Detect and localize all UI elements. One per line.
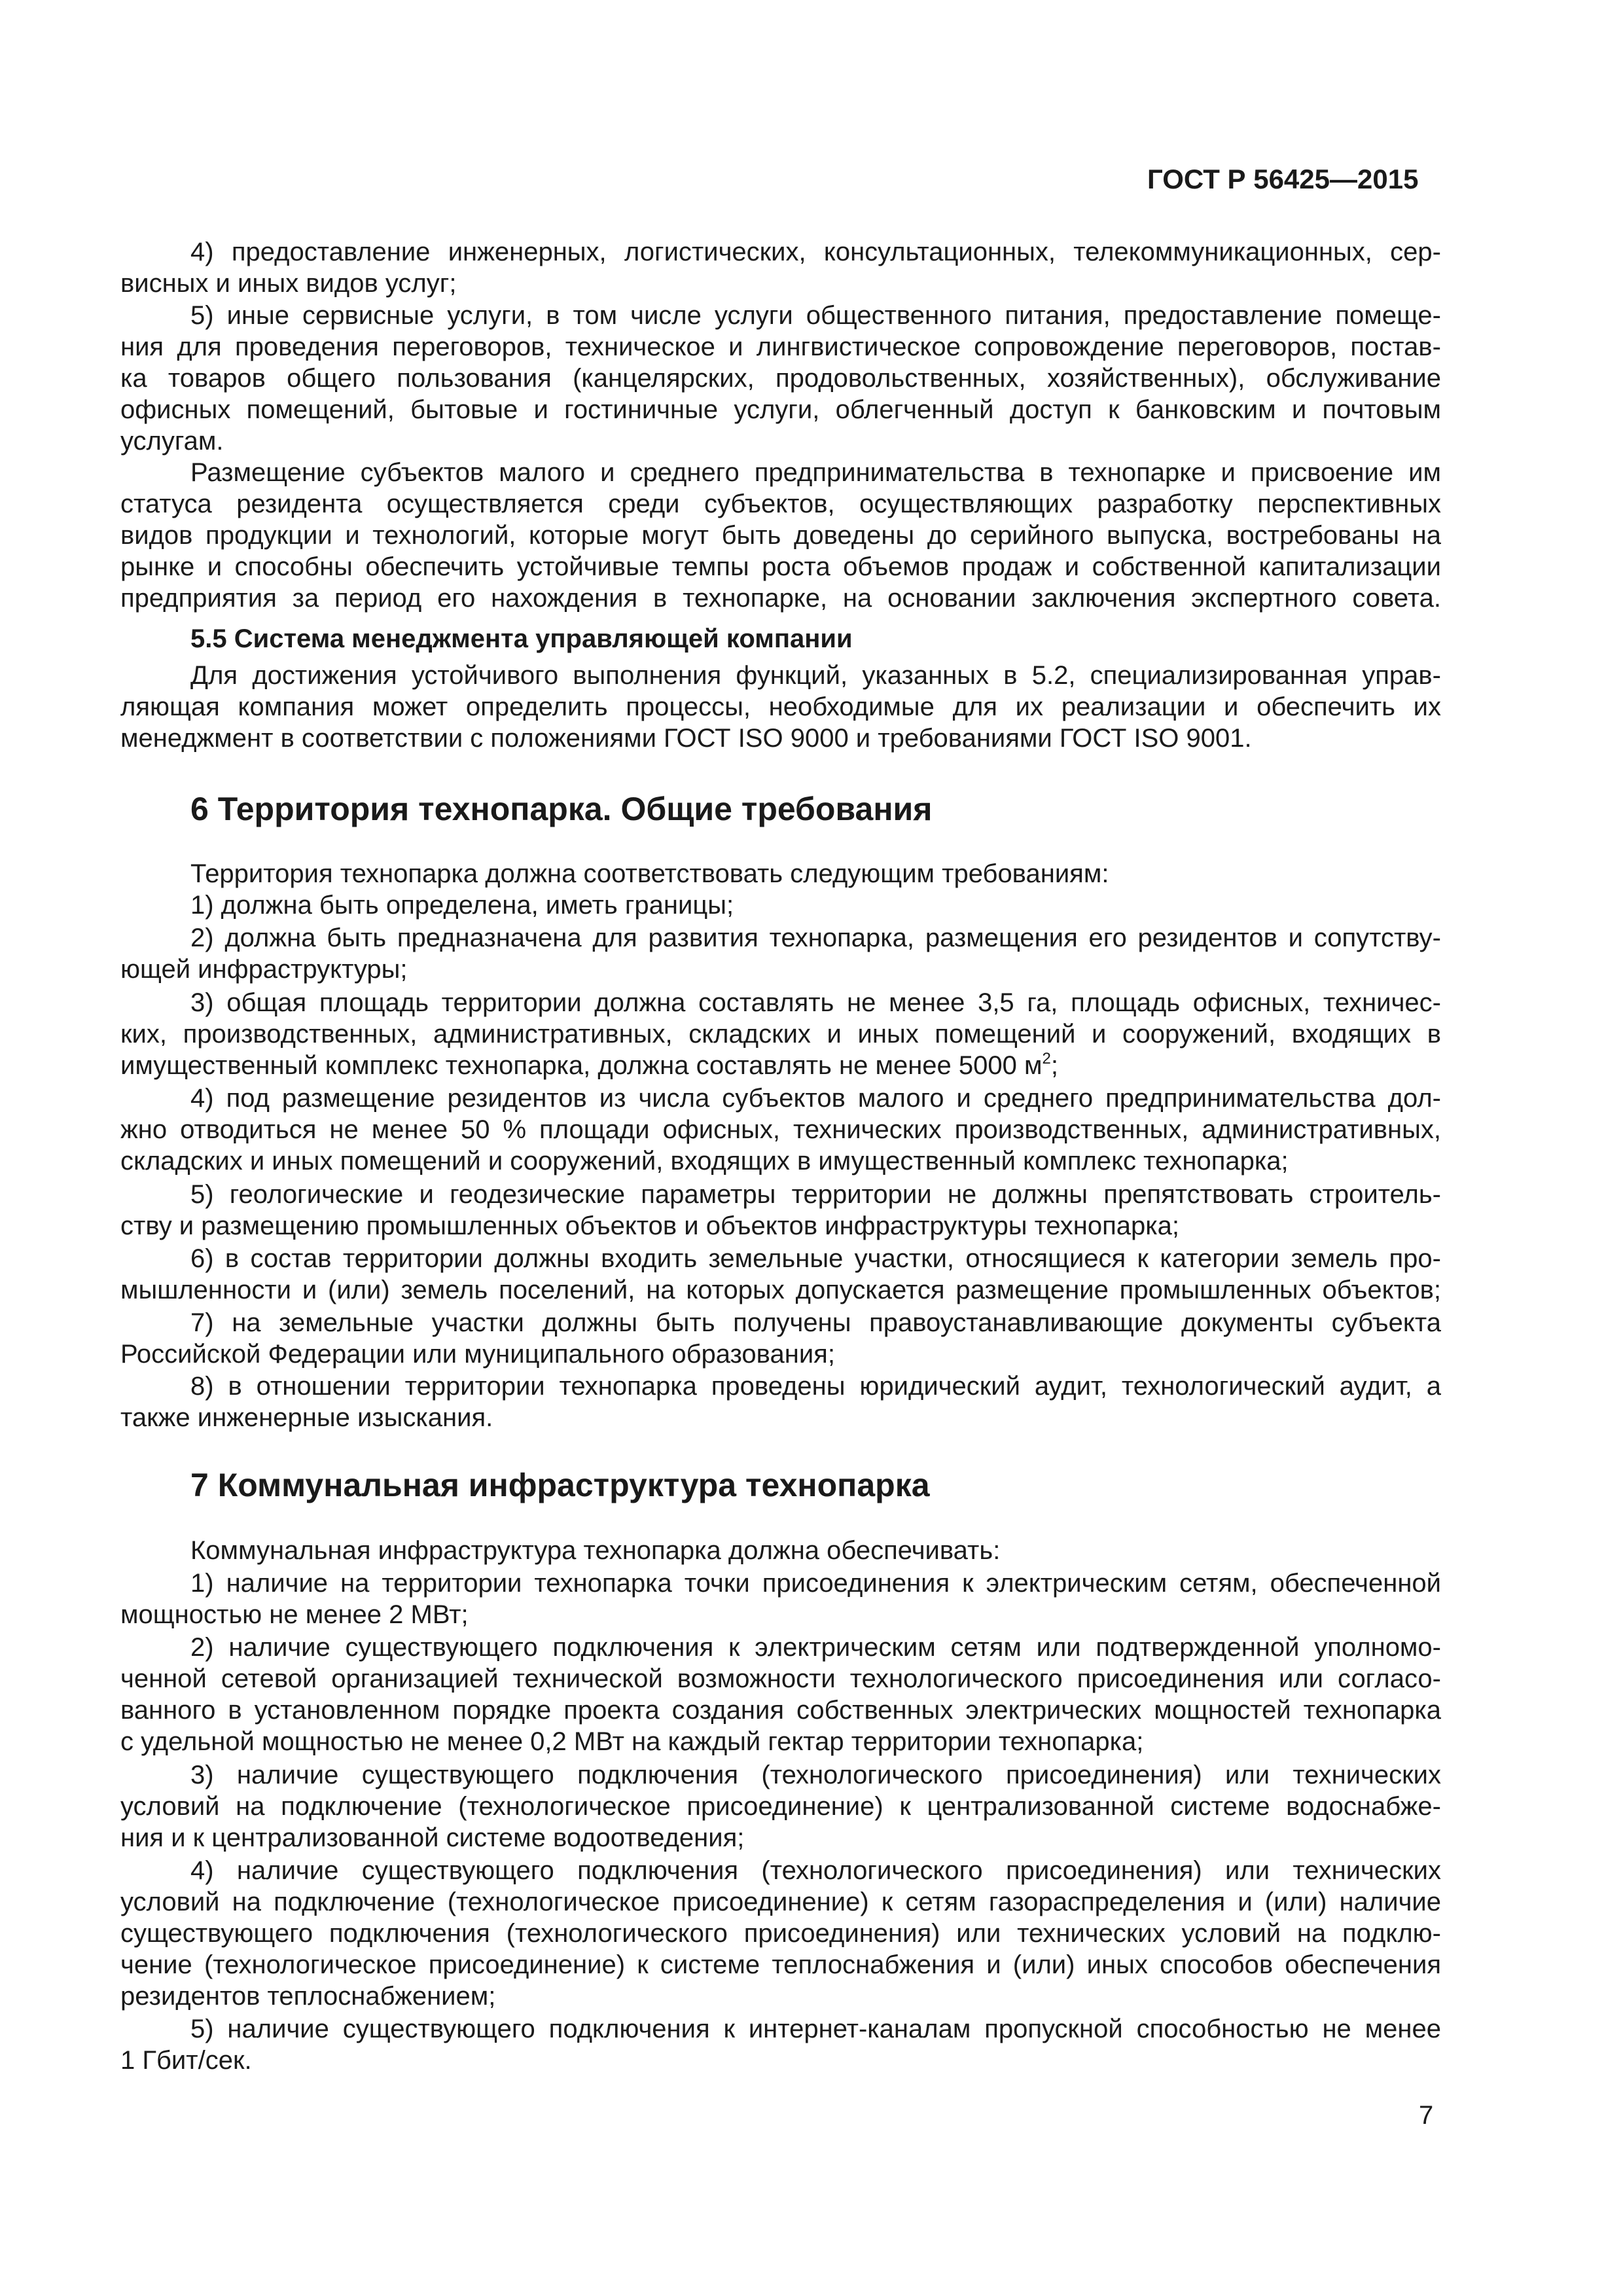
paragraph-text: статуса резидента осуществляется среди субъектов, осуществляющих разработку перспективных (120, 490, 1441, 518)
list-item-text: 6) в состав территории должны входить земельные участки, относящиеся к категории земель про- (190, 1244, 1441, 1273)
list-item-text: ванного в установленном порядке проекта создания собственных электрических мощностей технопарка (120, 1696, 1441, 1725)
list-item-text (120, 1050, 1058, 1081)
list-item-text: 3) наличие существующего подключения (технологического присоединения) или технических (190, 1761, 1441, 1789)
list-item-text: 2) наличие существующего подключения к электрическим сетям или подтвержденной уполномо- (190, 1633, 1441, 1662)
list-item-text: офисных помещений, бытовые и гостиничные услуги, облегченный доступ к банковским и почтовым (120, 395, 1441, 424)
list-item-text: услугам. (120, 427, 224, 456)
list-item-text-run: ; (1050, 1051, 1058, 1080)
list-item-text: также инженерные изыскания. (120, 1403, 493, 1432)
list-item-text: 1 Гбит/сек. (120, 2046, 252, 2075)
paragraph-text: Для достижения устойчивого выполнения функций, указанных в 5.2, специализированная управ- (190, 661, 1441, 690)
list-item-text: ченной сетевой организацией технической возможности технологического присоединения или согласо- (120, 1664, 1441, 1693)
list-item-text: ка товаров общего пользования (канцелярских, продовольственных, хозяйственных), обслуживание (120, 364, 1441, 393)
list-item-text: резидентов теплоснабжением; (120, 1982, 496, 2011)
list-item-text: 3) общая площадь территории должна составлять не менее 3,5 га, площадь офисных, техничес- (190, 988, 1441, 1017)
list-item-text: 5) иные сервисные услуги, в том числе услуги общественного питания, предоставление помеще- (190, 301, 1441, 330)
list-item-text: 8) в отношении территории технопарка проведены юридический аудит, технологический аудит, а (190, 1372, 1441, 1401)
list-item-text: ния для проведения переговоров, техническое и лингвистическое сопровождение переговоров, постав- (120, 332, 1441, 361)
paragraph-text: видов продукции и технологий, которые могут быть доведены до серийного выпуска, востребованы на (120, 521, 1441, 550)
list-item-text: 1) наличие на территории технопарка точки присоединения к электрическим сетям, обеспеченной (190, 1569, 1441, 1598)
list-item-text: чение (технологическое присоединение) к системе теплоснабжения и (или) иных способов обеспечения (120, 1950, 1441, 1979)
list-item-text: условий на подключение (технологическое присоединение) к сетям газораспределения и (или) наличие (120, 1888, 1441, 1916)
list-item-text: условий на подключение (технологическое присоединение) к централизованной системе водоснабже- (120, 1792, 1441, 1821)
list-item-text: с удельной мощностью не менее 0,2 МВт на каждый гектар территории технопарка; (120, 1727, 1144, 1756)
paragraph-text: менеджмент в соответствии с положениями ГОСТ ISO 9000 и требованиями ГОСТ ISO 9001. (120, 724, 1252, 753)
list-item-text: 5) наличие существующего подключения к интернет-каналам пропускной способностью не менее (190, 2015, 1441, 2043)
page-number: 7 (1419, 2101, 1434, 2130)
list-item-text: висных и иных видов услуг; (120, 269, 457, 298)
list-item-text: 7) на земельные участки должны быть получены правоустанавливающие документы субъекта (190, 1308, 1441, 1337)
subsection-heading-5-5: 5.5 Система менеджмента управляющей компании (190, 624, 853, 653)
list-item-text: 2) должна быть предназначена для развития технопарка, размещения его резидентов и сопутству- (190, 924, 1441, 952)
list-item-text: мышленности и (или) земель поселений, на которых допускается размещение промышленных объектов; (120, 1276, 1441, 1304)
list-item-text: ких, производственных, административных, складских и иных помещений и сооружений, входящих в (120, 1020, 1441, 1049)
list-item-text: 5) геологические и геодезические параметры территории не должны препятствовать строитель- (190, 1180, 1441, 1209)
standard-number-header: ГОСТ Р 56425—2015 (1147, 164, 1419, 194)
list-item-text: 4) под размещение резидентов из числа субъектов малого и среднего предпринимательства дол- (190, 1084, 1441, 1113)
list-item-text: складских и иных помещений и сооружений, входящих в имущественный комплекс технопарка; (120, 1147, 1289, 1175)
paragraph-text: Размещение субъектов малого и среднего предпринимательства в технопарке и присвоение им (190, 458, 1441, 487)
list-item-text: Российской Федерации или муниципального образования; (120, 1340, 835, 1369)
list-item-text: существующего подключения (технологического присоединения) или технических условий на подклю- (120, 1919, 1441, 1948)
paragraph-text: предприятия за период его нахождения в технопарке, на основании заключения экспертного совета. (120, 584, 1441, 613)
list-item-text: 1) должна быть определена, иметь границы; (190, 891, 734, 920)
list-item-text: мощностью не менее 2 МВт; (120, 1600, 469, 1629)
paragraph-text: рынке и способны обеспечить устойчивые темпы роста объемов продаж и собственной капитализации (120, 552, 1441, 581)
paragraph-text: Территория технопарка должна соответствовать следующим требованиям: (190, 859, 1109, 888)
list-item-text: 4) наличие существующего подключения (технологического присоединения) или технических (190, 1856, 1441, 1885)
list-item-text: 4) предоставление инженерных, логистических, консультационных, телекоммуникационных, сер- (190, 238, 1441, 266)
list-item-text: жно отводиться не менее 50 % площади офисных, технических производственных, административных, (120, 1115, 1441, 1144)
list-item-text: ющей инфраструктуры; (120, 955, 408, 984)
list-item-text-run: имущественный комплекс технопарка, должна составлять не менее 5000 м (120, 1051, 1043, 1080)
paragraph-text: Коммунальная инфраструктура технопарка должна обеспечивать: (190, 1536, 1001, 1565)
paragraph-text: ляющая компания может определить процессы, необходимые для их реализации и обеспечить их (120, 692, 1441, 721)
list-item-text: ния и к централизованной системе водоотведения; (120, 1823, 745, 1852)
section-heading-6: 6 Территория технопарка. Общие требования (190, 791, 933, 827)
superscript-square: 2 (1042, 1050, 1051, 1067)
section-heading-7: 7 Коммунальная инфраструктура технопарка (190, 1467, 930, 1503)
list-item-text: ству и размещению промышленных объектов и объектов инфраструктуры технопарка; (120, 1211, 1180, 1240)
